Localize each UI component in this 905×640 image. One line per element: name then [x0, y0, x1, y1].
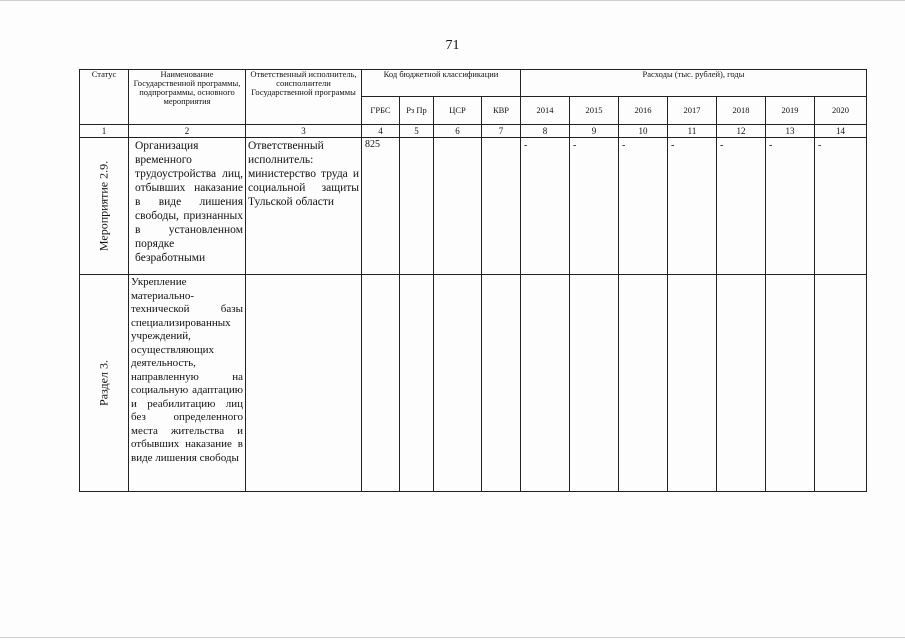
header-status: Статус [80, 70, 129, 125]
row-value-2019 [766, 275, 815, 492]
column-number: 2 [129, 125, 246, 138]
bottom-edge-line [0, 637, 905, 638]
table-row [80, 275, 867, 492]
header-year-2019: 2019 [766, 97, 815, 125]
column-number: 11 [668, 125, 717, 138]
row-status-cell [80, 138, 129, 275]
row-rzpr [400, 275, 434, 492]
row-rzpr [400, 138, 434, 275]
column-number: 3 [246, 125, 362, 138]
row-kvr [482, 275, 521, 492]
row-status: Раздел 3. [96, 360, 111, 406]
top-edge-line [0, 0, 905, 1]
column-number: 9 [570, 125, 619, 138]
budget-table [79, 69, 867, 492]
header-responsible: Ответственный исполнитель, соисполнители Государственной программы [246, 70, 362, 125]
column-number: 5 [400, 125, 434, 138]
row-grbs [362, 275, 400, 492]
row-csr [434, 275, 482, 492]
row-value-2020: - [815, 138, 867, 275]
header-budget-code: Код бюджетной классификации [362, 70, 521, 97]
row-value-2016 [619, 275, 668, 492]
header-code-rzpr: Рз Пр [400, 97, 434, 125]
row-grbs: 825 [362, 138, 400, 275]
column-number: 1 [80, 125, 129, 138]
header-year-2015: 2015 [570, 97, 619, 125]
header-code-csr: ЦСР [434, 97, 482, 125]
page-number: 71 [445, 38, 460, 53]
row-value-2015: - [570, 138, 619, 275]
header-year-2020: 2020 [815, 97, 867, 125]
row-name: Организация временного трудоустройства лиц, отбывших наказание в виде лишения свободы, признанных в установленном порядке безработными [129, 138, 246, 275]
row-value-2014 [521, 275, 570, 492]
row-value-2020 [815, 275, 867, 492]
row-value-2018: - [717, 138, 766, 275]
column-number: 7 [482, 125, 521, 138]
row-kvr [482, 138, 521, 275]
row-value-2015 [570, 275, 619, 492]
row-responsible: Ответственный исполнитель: министерство труда и социальной защиты Тульской области [246, 138, 362, 275]
column-number: 14 [815, 125, 867, 138]
header-row-1 [80, 70, 867, 97]
column-number: 10 [619, 125, 668, 138]
row-value-2017 [668, 275, 717, 492]
row-value-2017: - [668, 138, 717, 275]
header-code-kvr: КВР [482, 97, 521, 125]
header-year-2018: 2018 [717, 97, 766, 125]
header-expenses: Расходы (тыс. рублей), годы [521, 70, 867, 97]
header-year-2014: 2014 [521, 97, 570, 125]
row-status-cell [80, 275, 129, 492]
column-number: 4 [362, 125, 400, 138]
table-row [80, 138, 867, 275]
header-code-grbs: ГРБС [362, 97, 400, 125]
header-program-name: Наименование Государственной программы, подпрограммы, основного мероприятия [129, 70, 246, 125]
row-responsible [246, 275, 362, 492]
row-name: Укрепление материально-технической базы специализированных учреждений, осуществляющих деятельность, направленную на социальную адаптацию и реабилитацию лиц без определенного места жительства и отбывших наказание в виде лишения свободы [129, 275, 246, 492]
column-number: 12 [717, 125, 766, 138]
header-year-2016: 2016 [619, 97, 668, 125]
column-numbers-row [80, 125, 867, 138]
row-value-2014: - [521, 138, 570, 275]
row-value-2018 [717, 275, 766, 492]
column-number: 13 [766, 125, 815, 138]
row-status: Мероприятие 2.9. [96, 160, 111, 252]
header-year-2017: 2017 [668, 97, 717, 125]
column-number: 8 [521, 125, 570, 138]
row-value-2016: - [619, 138, 668, 275]
row-csr [434, 138, 482, 275]
row-value-2019: - [766, 138, 815, 275]
column-number: 6 [434, 125, 482, 138]
